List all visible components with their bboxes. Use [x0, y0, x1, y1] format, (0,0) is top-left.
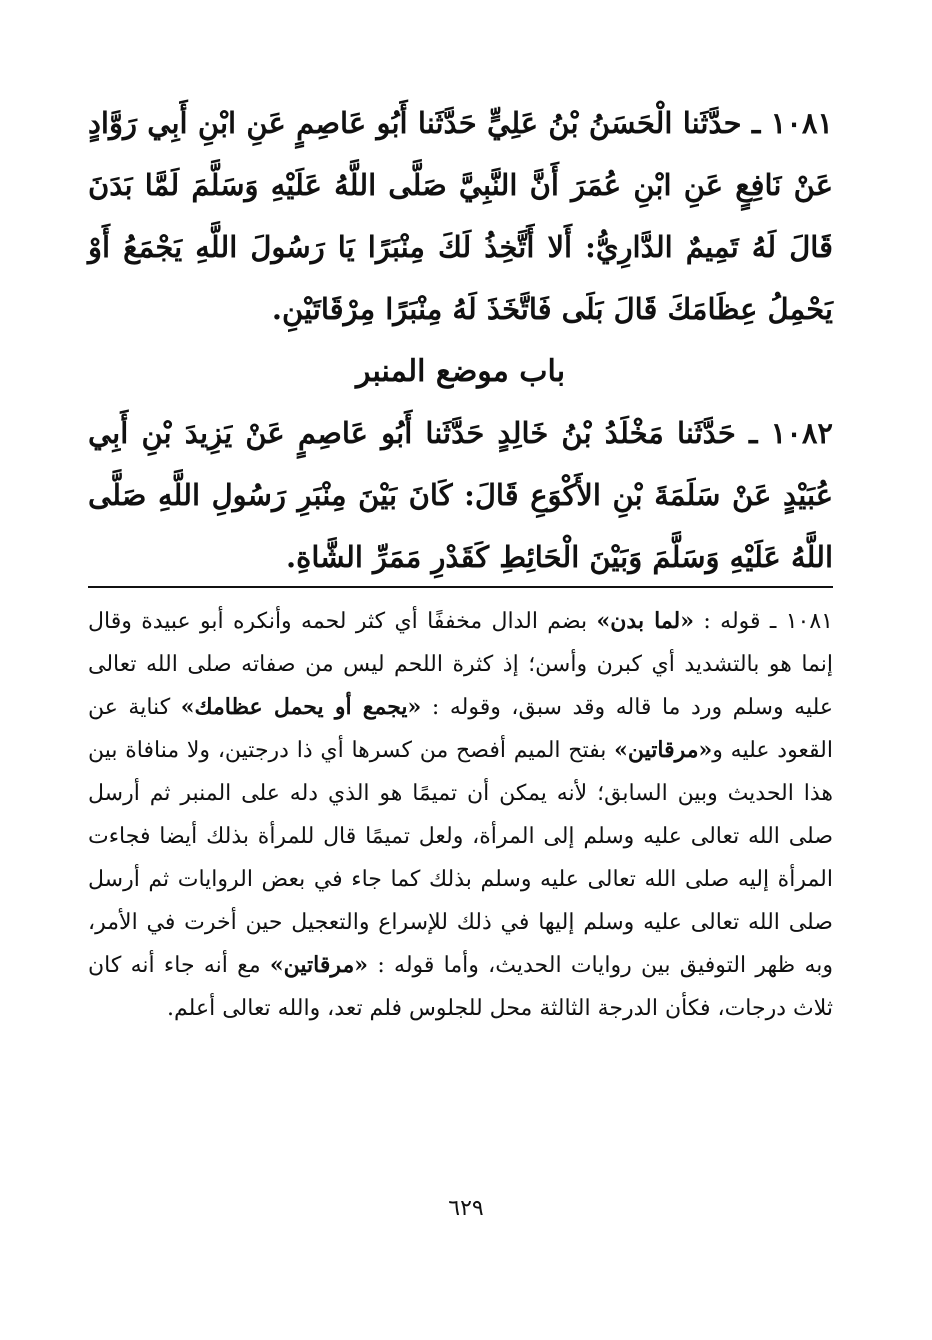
chapter-heading: باب موضع المنبر: [355, 354, 566, 389]
hadith-1081: [88, 92, 833, 340]
footnote-text: بضم الدال مخففًا أي كثر لحمه وأنكره أبو عبيدة وقال إنما هو بالتشديد أي كبرن وأسن؛ إذ كثرة اللحم ليس من صفاته صلى الله تعالى عليه وسلم ورد ما قاله وقد سبق، وقوله :: [88, 609, 834, 720]
footnote-text: كناية عن القعود عليه و: [88, 695, 833, 763]
hadith-text: ـ حَدَّثَنا مَخْلَدُ بْنُ خَالِدٍ حَدَّثَنا أَبُو عَاصِمٍ عَنْ يَزِيدَ بْنِ أَبِي عُبَيْدٍ عَنْ سَلَمَةَ بْنِ الأَكْوَعِ قَالَ: كَانَ بَيْنَ مِنْبَرِ رَسُولِ اللَّهِ صَلَّى اللَّهُ عَلَيْهِ وَسَلَّمَ وَبَيْنَ الْحَائِطِ كَقَدْرِ مَمَرِّ الشَّاةِ.: [88, 416, 833, 574]
footnote-quote: «مرقاتين»: [269, 952, 369, 978]
hadith-1082: [88, 402, 833, 588]
footnote-quote: «يجمع أو يحمل عظامك»: [180, 694, 422, 720]
hadith-text: ـ حدَّثَنا الْحَسَنُ بْنُ عَلِيٍّ حَدَّثَنا أَبُو عَاصِمٍ عَنِ ابْنِ أَبِي رَوَّادٍ عَنْ نَافِعٍ عَنِ ابْنِ عُمَرَ أَنَّ النَّبِيَّ صَلَّى اللَّهُ عَلَيْهِ وَسَلَّمَ لَمَّا بَدَنَ قَالَ لَهُ تَمِيمٌ الدَّارِيُّ: أَلا أَتَّخِذُ لَكَ مِنْبَرًا يَا رَسُولَ اللَّهِ يَجْمَعُ أَوْ يَحْمِلُ عِظَامَكَ قَالَ بَلَى فَاتَّخَذَ لَهُ مِنْبَرًا مِرْقَاتَيْنِ.: [88, 106, 833, 326]
footnote-text: مع أنه جاء أنه كان ثلاث درجات، فكأن الدرجة الثالثة محل للجلوس فلم تعد، والله تعالى أعلم.: [88, 953, 833, 1021]
footnote-quote: «مرقاتين»: [614, 737, 713, 763]
page-number: ٦٢٩: [448, 1196, 484, 1221]
hadith-number: ١٠٨٢: [770, 416, 833, 450]
footnote-quote: «لما بدن»: [596, 608, 695, 634]
footnote: [88, 600, 833, 1030]
footnote-lead: ١٠٨١ ـ قوله :: [703, 609, 833, 634]
footnote-divider: [88, 586, 833, 588]
main-text: [88, 92, 833, 588]
footnote-text: بفتح الميم أفصح من كسرها أي ذا درجتين، ولا منافاة بين هذا الحديث وبين السابق؛ لأنه يمكن أن تميمًا هو الذي دله على المنبر ثم أرسل صلى الله تعالى عليه وسلم إلى المرأة، ولعل تميمًا قال للمرأة بذلك أيضا فجاءت المرأة إليه صلى الله تعالى عليه وسلم بذلك كما جاء في بعض الروايات ثم أرسل صلى الله تعالى عليه وسلم إليها في ذلك للإسراع والتعجيل حين أخرت في الأمر، وبه ظهر التوفيق بين روايات الحديث، وأما قوله :: [88, 738, 833, 978]
hadith-number: ١٠٨١: [770, 106, 833, 140]
